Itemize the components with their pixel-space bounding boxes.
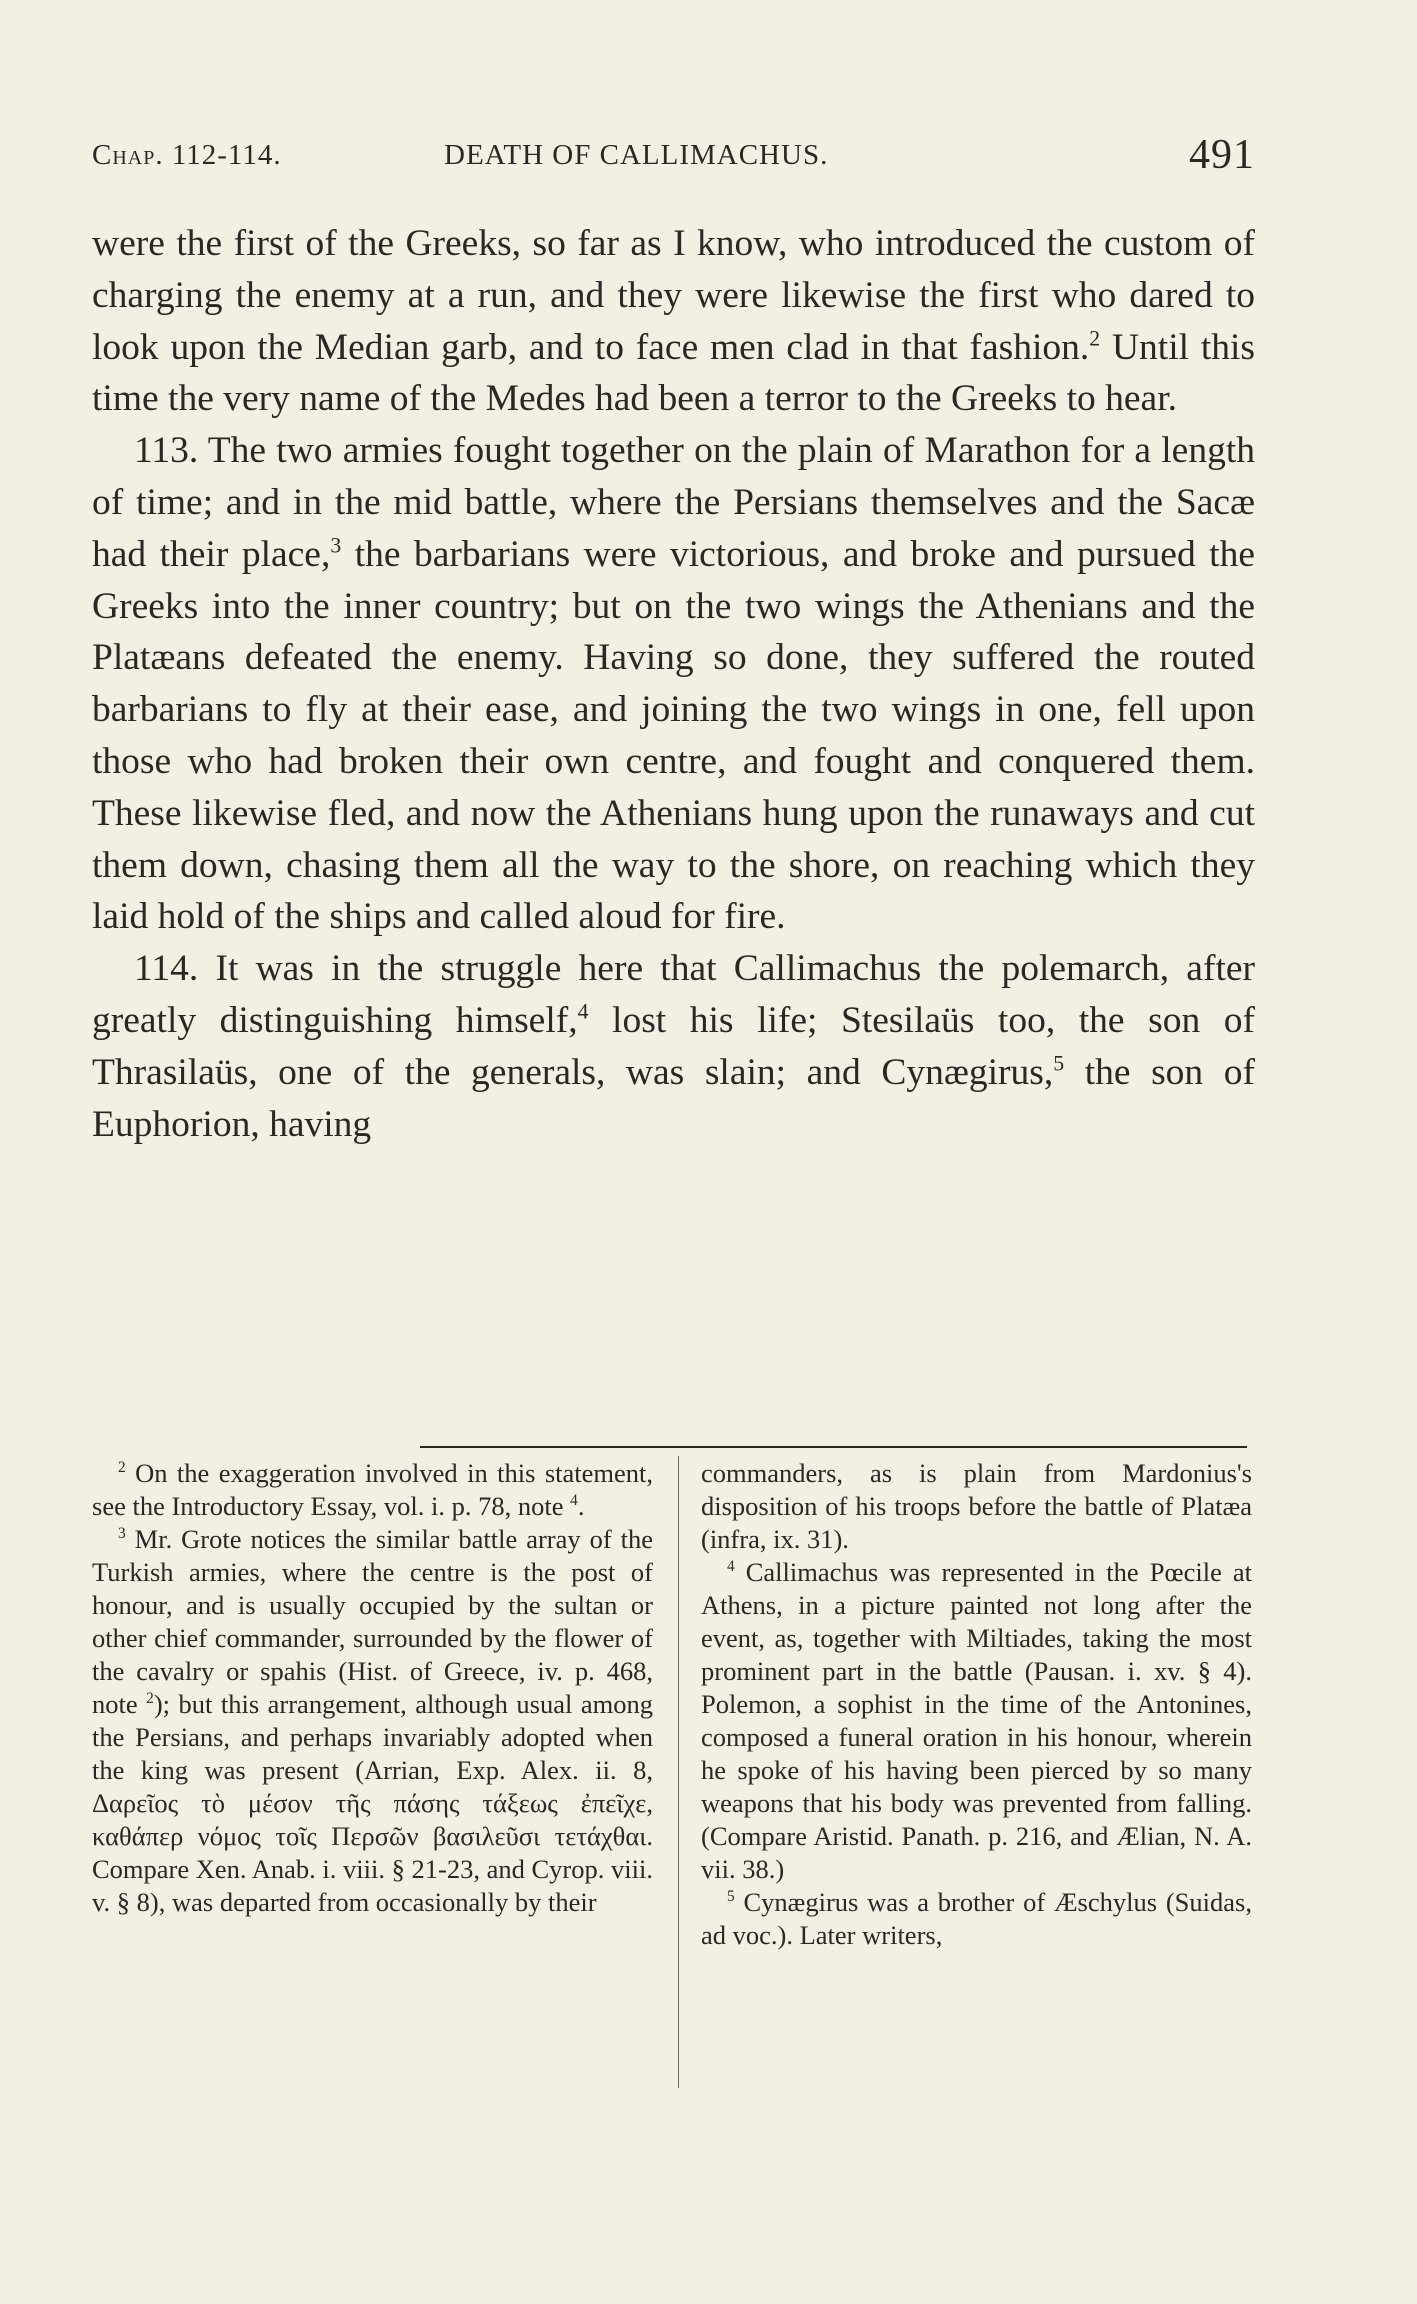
footnote-marker: 5: [1053, 1051, 1065, 1076]
column-divider: [678, 1456, 679, 2088]
footnote-5: $^5$ Cynægirus was a brother of Æschylus (Suidas, ad voc.). Later writers,: [701, 1887, 1252, 1950]
footnotes-right-column: [701, 1457, 1252, 1952]
page-number: 491: [1189, 132, 1255, 178]
footnote-marker: 3: [330, 533, 342, 558]
paragraph-113: 113. The two armies fought together on the plain of Marathon for a length of time; and in the mid battle, where the Persians themselves and the Sacæ had their place,$^3$ the barbarians were victorious, and broke and pursued the Greeks into the inner country; but on the two wings the Athenians and the Platæans defeated the enemy. Having so done, they suffered the routed barbarians to fly at their ease, and joining the two wings in one, fell upon those who had broken their own centre, and fought and conquered them. These likewise fled, and now the Athenians hung upon the runaways and cut them down, chasing them all the way to the shore, on reaching which they laid hold of the ships and called aloud for fire.: [92, 430, 1255, 938]
paragraph-114: 114. It was in the struggle here that Callimachus the polemarch, after greatly distinguishing himself,$^4$ lost his life; Stesilaüs too, the son of Thrasilaüs, one of the generals, was slain; and Cynægirus,$^5$ the son of Euphorion, having: [92, 948, 1255, 1145]
chapter-reference: Chap. 112-114.: [92, 139, 282, 171]
running-title: DEATH OF CALLIMACHUS.: [444, 139, 829, 171]
running-header: [92, 131, 1255, 181]
footnote-2: $^2$ On the exaggeration involved in this statement, see the Introductory Essay, vol. i. p. 78, note $^4$.: [92, 1458, 653, 1521]
footnote-marker: 4: [577, 999, 589, 1024]
footnotes-left-column: [92, 1457, 653, 1919]
footnote-3: $^3$ Mr. Grote notices the similar battle array of the Turkish armies, where the centre is the post of honour, and is usually occupied by the sultan or other chief commander, surrounded by the flower of the cavalry or spahis (Hist. of Greece, iv. p. 468, note $^2$); but this arrangement, although usual among the Persians, and perhaps invariably adopted when the king was present (Arrian, Exp. Alex. ii. 8, Δαρεῖος τὸ μέσον τῆς πάσης τάξεως ἐπεῖχε, καθάπερ νόμος τοῖς Περσῶν βασιλεῦσι τετάχθαι. Compare Xen. Anab. i. viii. § 21-23, and Cyrop. viii. v. § 8), was departed from occasionally by their: [92, 1524, 653, 1917]
footnote-4: $^4$ Callimachus was represented in the Pœcile at Athens, in a picture painted not long after the event, as, together with Miltiades, taking the most prominent part in the battle (Pausan. i. xv. § 4). Polemon, a sophist in the time of the Antonines, composed a funeral oration in his honour, wherein he spoke of his having been pierced by so many weapons that his body was prevented from falling. (Compare Aristid. Panath. p. 216, and Ælian, N. A. vii. 38.): [701, 1557, 1252, 1884]
footnote-separator: [420, 1446, 1247, 1448]
main-text: [92, 218, 1255, 1150]
footnote-3-continued: commanders, as is plain from Mardonius's disposition of his troops before the battle of Platæa (infra, ix. 31).: [701, 1458, 1252, 1554]
paragraph-continuation: were the first of the Greeks, so far as I know, who introduced the custom of charging the enemy at a run, and they were likewise the first who dared to look upon the Median garb, and to face men clad in that fashion.$^2$ Until this time the very name of the Medes had been a terror to the Greeks to hear.: [92, 223, 1255, 420]
footnote-marker: 2: [1089, 326, 1101, 351]
